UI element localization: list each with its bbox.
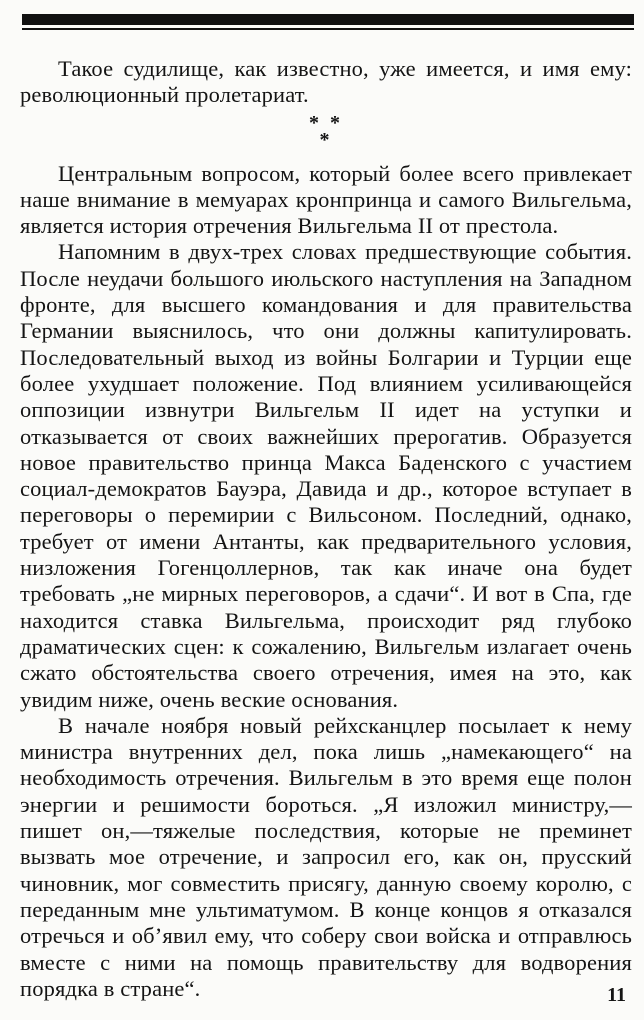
page-body bbox=[20, 52, 632, 1002]
asterism-text: * * * bbox=[309, 111, 343, 151]
header-rule-thick bbox=[22, 14, 634, 25]
paragraph-1: Такое судилище, как известно, уже имеется, и имя ему: революционный пролетариат. bbox=[20, 56, 632, 108]
paragraph-4: В начале ноября новый рейхсканцлер посылает к нему министра внутренних дел, пока лишь „намекающего“ на необходимость отречения. Вильгельм в это время еще полон энергии и решимости бороться. „Я изложил министру,—пишет он,—тяжелые последствия, которые не преминет вызвать мое отречение, и запросил его, как он, прусский чиновник, мог совместить присягу, данную своему королю, с переданным мне ультиматумом. В конце концов я отказался отречься и об’явил ему, что соберу свои войска и отправлюсь вместе с ними на помощь правительству для водворения порядка в стране“. bbox=[20, 712, 632, 1001]
header-rule-thin bbox=[22, 28, 634, 30]
page-number: 11 bbox=[607, 984, 626, 1006]
section-separator bbox=[20, 109, 632, 153]
paragraph-2: Центральным вопросом, который более всего привлекает наше внимание в мемуарах кронпринца и самого Вильгельма, является история отречения Вильгельма II от престола. bbox=[20, 160, 632, 239]
paragraph-3: Напомним в двух-трех словах предшествующие события. После неудачи большого июльского наступления на Западном фронте, для высшего командования и для правительства Германии выяснилось, что они должны капитулировать. Последовательный выход из войны Болгарии и Турции еще более ухудшает положение. Под влиянием усиливающейся оппозиции извнутри Вильгельм II идет на уступки и отказывается от своих важнейших прерогатив. Образуется новое правительство принца Макса Баденского с участием социал-демократов Бауэра, Давида и др., которое вступает в переговоры о перемирии с Вильсоном. Последний, однако, требует от имени Антанты, как предварительного условия, низложения Гогенцоллернов, так как иначе она будет требовать „не мирных переговоров, а сдачи“. И вот в Спа, где находится ставка Вильгельма, происходит ряд глубоко драматических сцен: к сожалению, Вильгельм излагает очень сжато обстоятельства своего отречения, имея на это, как увидим ниже, очень веские основания. bbox=[20, 239, 632, 712]
